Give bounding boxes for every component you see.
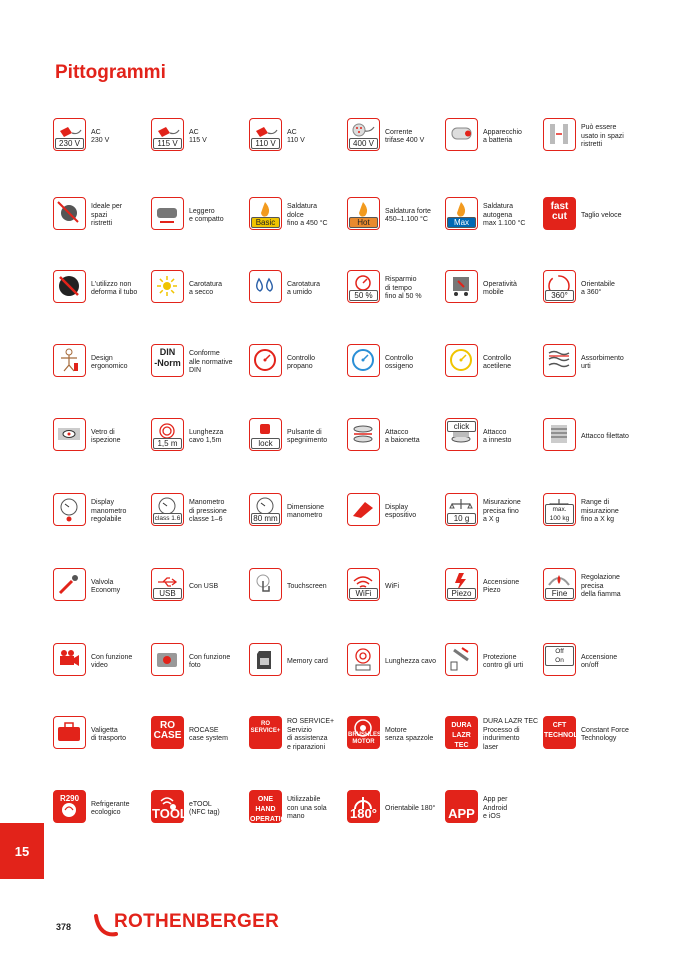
pictogram-description: Valvola Economy	[91, 578, 121, 594]
pictogram-item	[151, 341, 249, 385]
pictogram-row	[53, 415, 653, 459]
pictogram-item	[53, 565, 151, 609]
water-drops-icon	[249, 270, 282, 303]
pictogram-description: WiFi	[385, 582, 399, 590]
plug-icon	[53, 118, 86, 151]
pictogram-description: ROCASE case system	[189, 726, 228, 742]
pictogram-item	[445, 565, 543, 609]
pictogram-row	[53, 490, 653, 534]
pictogram-description: Orientabile a 360°	[581, 280, 615, 296]
pictogram-label: Hot	[349, 217, 378, 228]
pictogram-item	[249, 415, 347, 459]
pictogram-item	[347, 640, 445, 684]
pictogram-row	[53, 115, 653, 159]
flame-icon	[445, 197, 478, 230]
pictogram-label: 180°	[350, 806, 377, 821]
pictogram-description: L'utilizzo non deforma il tubo	[91, 280, 138, 296]
pictogram-item	[249, 713, 347, 757]
pictogram-item	[249, 267, 347, 311]
video-camera-icon	[53, 643, 86, 676]
pictogram-label: 80 mm	[251, 513, 280, 524]
pictogram-item	[445, 787, 543, 831]
pictogram-description: Attacco filettato	[581, 432, 629, 440]
pictogram-item	[445, 115, 543, 159]
pictogram-item	[543, 194, 641, 238]
pictogram-description: Accensione on/off	[581, 653, 618, 669]
pictogram-description: Risparmio di tempo fino al 50 %	[385, 276, 422, 301]
pictogram-description: RO SERVICE+ Servizio di assistenza e riparazioni	[287, 718, 335, 751]
pictogram-item	[249, 194, 347, 238]
ro-service-icon	[249, 716, 282, 749]
pictogram-label: RO SERVICE+	[250, 721, 281, 734]
pictogram-item	[53, 640, 151, 684]
pictogram-label: lock	[251, 438, 280, 449]
pictogram-description: App per Android e iOS	[483, 796, 508, 821]
manometer-display-icon	[53, 493, 86, 526]
touch-icon	[249, 568, 282, 601]
pictogram-description: Carotatura a umido	[287, 280, 321, 296]
pictogram-item	[347, 267, 445, 311]
fast-cut-icon	[543, 197, 576, 230]
pictogram-description: Carotatura a secco	[189, 280, 223, 296]
pictogram-description: Attacco a innesto	[483, 428, 512, 444]
pictogram-row	[53, 640, 653, 684]
pictogram-item	[53, 415, 151, 459]
pictogram-item	[445, 640, 543, 684]
cable-length-icon	[347, 643, 380, 676]
pictogram-label: CFT TECHNOLOGY	[544, 722, 594, 739]
pictogram-description: Attacco a baionetta	[385, 428, 420, 444]
pictogram-label: DURA LAZR TEC	[451, 722, 472, 749]
memory-card-icon	[249, 643, 282, 676]
impact-protection-icon	[445, 643, 478, 676]
fine-flame-icon	[543, 568, 576, 601]
pictogram-label: Piezo	[447, 588, 476, 599]
thread-connect-icon	[543, 418, 576, 451]
pictogram-item	[151, 713, 249, 757]
pictogram-description: Design ergonomico	[91, 354, 128, 370]
photo-camera-icon	[151, 643, 184, 676]
click-connect-icon	[445, 418, 478, 451]
pictogram-item	[151, 565, 249, 609]
gauge-icon	[445, 344, 478, 377]
pictogram-item	[543, 415, 641, 459]
pictogram-item	[249, 490, 347, 534]
pictogram-description: Lunghezza cavo	[385, 657, 436, 665]
pictogram-item	[151, 267, 249, 311]
valve-icon	[53, 568, 86, 601]
pictogram-item	[347, 194, 445, 238]
pictogram-description: Taglio veloce	[581, 211, 622, 219]
flame-icon	[347, 197, 380, 230]
pictogram-description: eTOOL (NFC tag)	[189, 800, 220, 816]
pictogram-label: ONE HAND OPERATION	[250, 796, 292, 823]
pictogram-label: 230 V	[55, 138, 84, 149]
pictogram-item	[543, 341, 641, 385]
pictogram-item	[249, 115, 347, 159]
gauge-icon	[347, 344, 380, 377]
pictogram-description: Apparecchio a batteria	[483, 128, 522, 144]
pictogram-description: Motore senza spazzole	[385, 726, 434, 742]
pictogram-label: 1,5 m	[153, 438, 182, 449]
pictogram-item	[53, 115, 151, 159]
scale-icon	[445, 493, 478, 526]
pictogram-item	[249, 341, 347, 385]
rotate-180-icon	[347, 790, 380, 823]
pictogram-item	[347, 115, 445, 159]
pictogram-description: Valigetta di trasporto	[91, 726, 127, 742]
pictogram-item	[445, 713, 543, 757]
pictogram-description: AC 230 V	[91, 128, 110, 144]
pictogram-label: DIN -Norm	[154, 347, 181, 368]
brand-logo: ROTHENBERGER	[114, 911, 280, 932]
pictogram-description: Misurazione precisa fino a X g	[483, 499, 521, 524]
pictogram-item	[53, 713, 151, 757]
pictogram-description: Saldatura dolce fino a 450 °C	[287, 203, 328, 228]
pictogram-description: Operatività mobile	[483, 280, 517, 296]
pictogram-description: Con USB	[189, 582, 219, 590]
pictogram-label: 400 V	[349, 138, 378, 149]
pictogram-description: Con funzione foto	[189, 653, 231, 669]
no-deform-icon	[53, 270, 86, 303]
wifi-icon	[347, 568, 380, 601]
pictogram-item	[347, 565, 445, 609]
pictogram-row	[53, 565, 653, 609]
pictogram-row	[53, 787, 653, 831]
pictogram-item	[543, 640, 641, 684]
pictogram-label: 115 V	[153, 138, 182, 149]
mobile-cart-icon	[445, 270, 478, 303]
pictogram-description: Leggero e compatto	[189, 207, 224, 223]
pictogram-item	[151, 640, 249, 684]
pictogram-label: 360°	[545, 290, 574, 301]
pictogram-description: Accensione Piezo	[483, 578, 520, 594]
sight-glass-icon	[53, 418, 86, 451]
rotate-360-icon	[543, 270, 576, 303]
pictogram-label: BRUSHLESS MOTOR	[348, 732, 386, 745]
brushless-motor-icon	[347, 716, 386, 749]
pictogram-description: Pulsante di spegnimento	[287, 428, 328, 444]
pictogram-description: Protezione contro gli urti	[483, 653, 524, 669]
pictogram-label: 10 g	[447, 513, 476, 524]
din-norm-icon	[151, 344, 184, 377]
battery-icon	[445, 118, 478, 151]
pictogram-label: Fine	[545, 588, 574, 599]
display-stand-icon	[347, 493, 380, 526]
pictogram-item	[53, 490, 151, 534]
pictogram-item	[53, 341, 151, 385]
pictogram-item	[53, 267, 151, 311]
tight-space-icon	[543, 118, 576, 151]
lock-button-icon	[249, 418, 282, 451]
pictogram-description: Conforme alle normative DIN	[189, 350, 233, 375]
pictogram-item	[53, 787, 151, 831]
pictogram-label: Basic	[251, 217, 280, 228]
pictogram-label: USB	[153, 588, 182, 599]
pictogram-label: fast cut	[550, 201, 569, 222]
pictogram-label: Off On	[545, 646, 574, 666]
pictogram-item	[543, 713, 641, 757]
pictogram-description: Saldatura autogena max 1.100 °C	[483, 203, 526, 228]
pictogram-description: Orientabile 180°	[385, 804, 436, 812]
three-phase-plug-icon	[347, 118, 380, 151]
stopwatch-icon	[347, 270, 380, 303]
pictogram-label: RO CASE	[153, 720, 182, 741]
manometer-icon	[249, 493, 282, 526]
pictogram-item	[445, 490, 543, 534]
on-off-switch-icon	[543, 643, 576, 676]
app-icon	[445, 790, 478, 823]
tight-space-tool-icon	[53, 197, 86, 230]
gauge-icon	[249, 344, 282, 377]
one-hand-icon	[249, 790, 292, 823]
flame-icon	[249, 197, 282, 230]
plug-icon	[151, 118, 184, 151]
ergonomic-figure-icon	[53, 344, 86, 377]
pictogram-label: TOOL	[152, 806, 188, 821]
scale-icon	[543, 493, 576, 526]
etool-nfc-icon	[151, 790, 188, 823]
pictogram-description: Display espositivo	[385, 503, 417, 519]
pictogram-label: R290	[59, 794, 80, 803]
sun-icon	[151, 270, 184, 303]
pictogram-label: 110 V	[251, 138, 280, 149]
pictogram-description: Corrente trifase 400 V	[385, 128, 425, 144]
bayonet-icon	[347, 418, 380, 451]
pictogram-item	[151, 490, 249, 534]
pictogram-row	[53, 267, 653, 311]
pictogram-row	[53, 194, 653, 238]
pictogram-description: Range di misurazione fino a X kg	[581, 499, 619, 524]
usb-icon	[151, 568, 184, 601]
shock-absorb-icon	[543, 344, 576, 377]
pictogram-description: Utilizzabile con una sola mano	[287, 796, 327, 821]
pictogram-description: Può essere usato in spazi ristretti	[581, 124, 624, 149]
page-number: 378	[56, 922, 72, 932]
pictogram-description: Assorbimento urti	[581, 354, 624, 370]
pictogram-item	[543, 490, 641, 534]
pictogram-description: Controllo acetilene	[483, 354, 512, 370]
pictogram-description: Lunghezza cavo 1,5m	[189, 428, 224, 444]
piezo-icon	[445, 568, 478, 601]
pictogram-item	[543, 267, 641, 311]
pictogram-item	[151, 194, 249, 238]
pictogram-item	[151, 115, 249, 159]
pictogram-label: WiFi	[349, 588, 378, 599]
pictogram-item	[347, 490, 445, 534]
pictogram-label: click	[447, 421, 476, 432]
pictogram-label: max. 100 kg	[545, 504, 574, 524]
pictogram-description: DURA LAZR TEC Processo di indurimento laser	[483, 718, 539, 751]
pictogram-item	[347, 341, 445, 385]
pictogram-description: Manometro di pressione classe 1–6	[189, 499, 227, 524]
pictogram-description: Vetro di ispezione	[91, 428, 121, 444]
pictogram-description: Refrigerante ecologico	[91, 800, 130, 816]
pictogram-description: Touchscreen	[287, 582, 327, 590]
chapter-tab: 15	[0, 823, 44, 879]
rocase-icon	[151, 716, 184, 749]
plug-icon	[249, 118, 282, 151]
pictogram-description: AC 110 V	[287, 128, 305, 144]
cable-coil-icon	[151, 418, 184, 451]
pictogram-row	[53, 713, 653, 757]
pictogram-item	[53, 194, 151, 238]
pictogram-label: 50 %	[349, 290, 378, 301]
pictogram-description: Controllo propano	[287, 354, 316, 370]
pictogram-item	[347, 787, 445, 831]
pictogram-label: class 1.6	[154, 515, 181, 522]
pictogram-item	[249, 565, 347, 609]
carry-case-icon	[53, 716, 86, 749]
pictogram-description: Con funzione video	[91, 653, 133, 669]
manometer-icon	[151, 493, 184, 526]
pictogram-description: Memory card	[287, 657, 328, 665]
pictogram-item	[543, 565, 641, 609]
pictogram-label: APP	[448, 806, 475, 821]
pictogram-description: Ideale per spazi ristretti	[91, 203, 123, 228]
pictogram-item	[445, 194, 543, 238]
pictogram-description: AC 115 V	[189, 128, 207, 144]
pictogram-item	[151, 787, 249, 831]
eco-refrigerant-icon	[53, 790, 86, 823]
pictogram-item	[445, 341, 543, 385]
pictogram-description: Controllo ossigeno	[385, 354, 414, 370]
cft-icon	[543, 716, 594, 749]
pictogram-item	[543, 115, 641, 159]
page-title: Pittogrammi	[55, 62, 166, 83]
pictogram-item	[249, 640, 347, 684]
pictogram-label: Max	[447, 217, 476, 228]
pictogram-item	[445, 267, 543, 311]
pictogram-description: Regolazione precisa della fiamma	[581, 574, 621, 599]
pictogram-item	[445, 415, 543, 459]
pictogram-description: Display manometro regolabile	[91, 499, 127, 524]
pictogram-description: Constant Force Technology	[581, 726, 629, 742]
pictogram-item	[347, 415, 445, 459]
pictogram-item	[151, 415, 249, 459]
pictogram-description: Saldatura forte 450–1.100 °C	[385, 207, 431, 223]
pictogram-row	[53, 341, 653, 385]
dura-lazr-icon	[445, 716, 478, 749]
lightweight-tool-icon	[151, 197, 184, 230]
pictogram-item	[249, 787, 347, 831]
pictogram-description: Dimensione manometro	[287, 503, 324, 519]
pictogram-item	[347, 713, 445, 757]
pictogram-grid	[53, 115, 653, 835]
